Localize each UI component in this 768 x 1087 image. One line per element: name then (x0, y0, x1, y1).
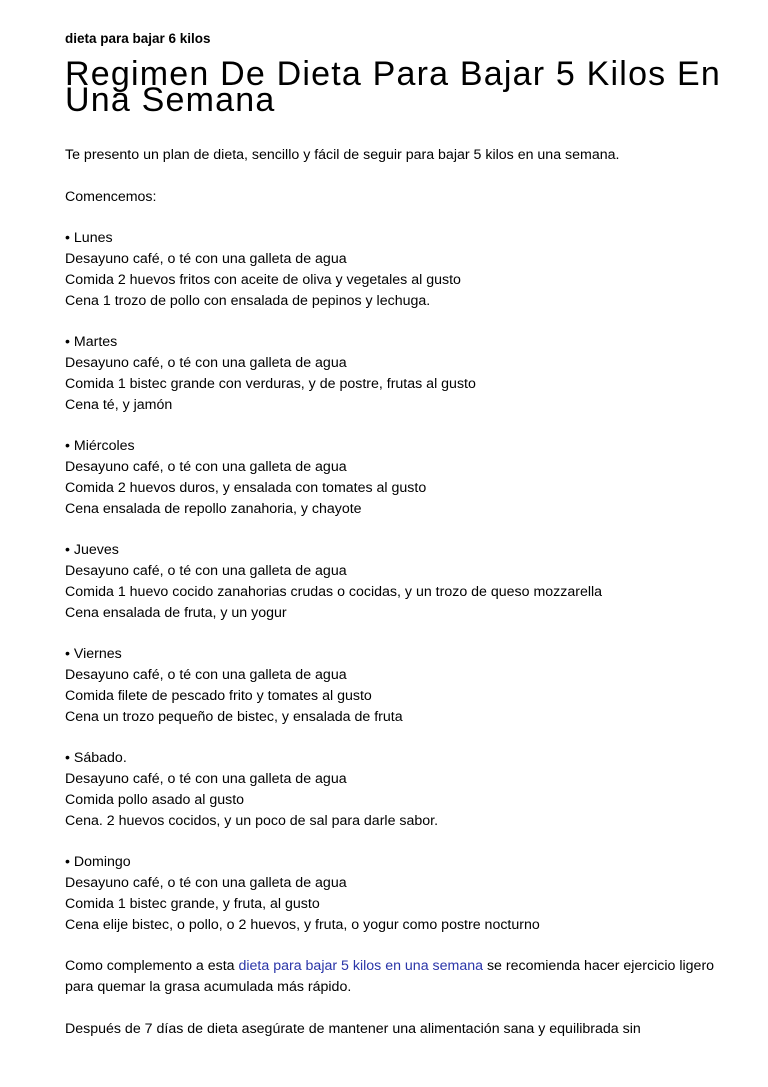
day-block-viernes (65, 644, 745, 727)
breakfast-line: Desayuno café, o té con una galleta de agua (65, 667, 347, 684)
breakfast-line: Desayuno café, o té con una galleta de agua (65, 771, 347, 788)
lunch-line: Comida pollo asado al gusto (65, 791, 245, 808)
dinner-line: Cena ensalada de repollo zanahoria, y chayote (65, 500, 362, 517)
lunch-line: Comida 2 huevos duros, y ensalada con tomates al gusto (65, 479, 427, 496)
complement-text-after: se recomienda hacer ejercicio ligero para quemar la grasa acumulada más rápido. (65, 958, 715, 996)
day-block-jueves (65, 540, 745, 623)
day-block-miercoles (65, 436, 745, 519)
dinner-line: Cena un trozo pequeño de bistec, y ensalada de fruta (65, 708, 403, 725)
dinner-line: Cena ensalada de fruta, y un yogur (65, 604, 287, 621)
lunch-line: Comida 1 bistec grande, y fruta, al gusto (65, 895, 320, 912)
start-paragraph: Comencemos: (65, 188, 157, 205)
day-block-sabado (65, 748, 745, 831)
day-name: • Viernes (65, 646, 122, 663)
breakfast-line: Desayuno café, o té con una galleta de agua (65, 563, 347, 580)
day-name: • Miércoles (65, 438, 135, 455)
breakfast-line: Desayuno café, o té con una galleta de agua (65, 459, 347, 476)
day-name: • Lunes (65, 230, 113, 247)
complement-paragraph (65, 956, 745, 998)
lunch-line: Comida 2 huevos fritos con aceite de oliva y vegetales al gusto (65, 271, 461, 288)
complement-text-before: Como complemento a esta (65, 958, 239, 975)
site-header: dieta para bajar 6 kilos (65, 31, 211, 46)
lunch-line: Comida 1 huevo cocido zanahorias crudas o cocidas, y un trozo de queso mozzarella (65, 583, 603, 600)
day-block-domingo (65, 852, 745, 935)
dinner-line: Cena 1 trozo de pollo con ensalada de pepinos y lechuga. (65, 292, 431, 309)
day-name: • Jueves (65, 542, 119, 559)
lunch-line: Comida 1 bistec grande con verduras, y de postre, frutas al gusto (65, 375, 476, 392)
breakfast-line: Desayuno café, o té con una galleta de agua (65, 355, 347, 372)
page-title: Regimen De Dieta Para Bajar 5 Kilos En Una Semana (65, 55, 722, 119)
diet-link[interactable]: dieta para bajar 5 kilos en una semana (238, 958, 483, 975)
breakfast-line: Desayuno café, o té con una galleta de agua (65, 875, 347, 892)
dinner-line: Cena. 2 huevos cocidos, y un poco de sal para darle sabor. (65, 812, 439, 829)
lunch-line: Comida filete de pescado frito y tomates al gusto (65, 687, 372, 704)
day-name: • Martes (65, 334, 118, 351)
dinner-line: Cena té, y jamón (65, 396, 173, 413)
breakfast-line: Desayuno café, o té con una galleta de agua (65, 251, 347, 268)
day-block-martes (65, 332, 745, 415)
intro-paragraph: Te presento un plan de dieta, sencillo y fácil de seguir para bajar 5 kilos en una semana. (65, 147, 620, 163)
day-name: • Sábado. (65, 750, 127, 767)
day-block-lunes (65, 228, 745, 311)
dinner-line: Cena elije bistec, o pollo, o 2 huevos, y fruta, o yogur como postre nocturno (65, 916, 540, 933)
day-name: • Domingo (65, 854, 131, 871)
document-page (65, 0, 745, 1039)
after-paragraph: Después de 7 días de dieta asegúrate de mantener una alimentación sana y equilibrada sin (65, 1020, 641, 1037)
